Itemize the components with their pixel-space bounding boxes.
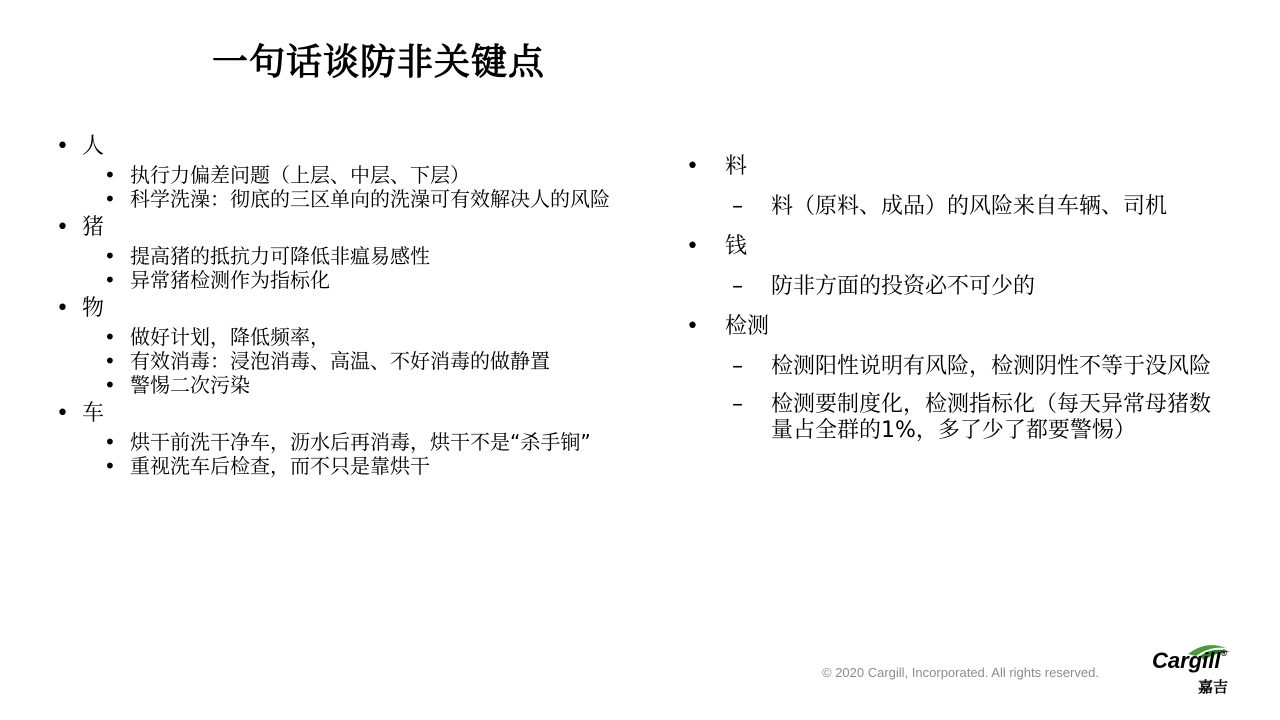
item-text: 防非方面的投资必不可少的 — [771, 274, 1036, 299]
item-text: 警惕二次污染 — [130, 373, 250, 397]
bullet-icon: • — [104, 373, 116, 397]
left-column — [50, 132, 670, 480]
item-text: 有效消毒：浸泡消毒、高温、不好消毒的做静置 — [130, 349, 550, 373]
bullet-icon: • — [104, 454, 116, 478]
bullet-icon: • — [56, 401, 69, 426]
list-item-level2 — [50, 164, 670, 186]
list-item-level1 — [680, 152, 1240, 182]
copyright-footer: © 2020 Cargill, Incorporated. All rights reserved. — [822, 665, 1099, 680]
bullet-icon: • — [104, 349, 116, 373]
section-label: 人 — [82, 134, 105, 159]
list-item-level2 — [680, 354, 1240, 380]
dash-icon: – — [732, 354, 743, 379]
list-item-level2 — [50, 269, 670, 291]
list-item-level2 — [50, 326, 670, 348]
list-item-level2 — [50, 350, 670, 372]
item-text: 检测阳性说明有风险，检测阴性不等于没风险 — [771, 354, 1212, 379]
list-item-level2 — [50, 431, 670, 453]
item-text: 科学洗澡：彻底的三区单向的洗澡可有效解决人的风险 — [130, 187, 610, 211]
section-pig — [50, 213, 670, 291]
logo-chinese-name: 嘉吉 — [1198, 678, 1229, 696]
dash-icon: – — [732, 194, 743, 219]
section-label: 钱 — [725, 234, 748, 259]
dash-icon: – — [732, 274, 743, 299]
bullet-icon: • — [686, 314, 699, 339]
list-item-level2 — [50, 245, 670, 267]
item-text: 做好计划，降低频率， — [130, 325, 330, 349]
list-item-level1 — [680, 232, 1240, 262]
section-label: 车 — [82, 401, 105, 426]
section-vehicle — [50, 399, 670, 477]
item-text: 检测要制度化，检测指标化（每天异常母猪数量占全群的1%，多了少了都要警惕） — [771, 392, 1212, 443]
list-item-level1 — [50, 399, 670, 429]
section-people — [50, 132, 670, 210]
item-text: 执行力偏差问题（上层、中层、下层） — [130, 163, 470, 187]
bullet-icon: • — [104, 163, 116, 187]
list-item-level2 — [680, 194, 1240, 220]
list-item-level2 — [50, 455, 670, 477]
list-item-level2 — [680, 392, 1240, 444]
section-materials — [50, 294, 670, 396]
section-label: 猪 — [82, 215, 105, 240]
cargill-logo — [1148, 640, 1238, 700]
list-item-level1 — [680, 312, 1240, 342]
list-item-level2 — [50, 188, 670, 210]
section-label: 检测 — [725, 314, 770, 339]
list-item-level2 — [50, 374, 670, 396]
list-item-level1 — [50, 132, 670, 162]
section-label: 物 — [82, 296, 105, 321]
list-item-level1 — [50, 213, 670, 243]
section-label: 料 — [725, 154, 748, 179]
bullet-icon: • — [56, 134, 69, 159]
logo-wordmark: Cargill® — [1152, 648, 1228, 673]
bullet-icon: • — [56, 215, 69, 240]
dash-icon: – — [732, 392, 743, 417]
list-item-level1 — [50, 294, 670, 324]
bullet-icon: • — [104, 268, 116, 292]
right-column — [680, 152, 1240, 456]
slide-title: 一句话谈防非关键点 — [212, 42, 546, 83]
list-item-level2 — [680, 274, 1240, 300]
bullet-icon: • — [56, 296, 69, 321]
bullet-icon: • — [104, 244, 116, 268]
bullet-icon: • — [686, 234, 699, 259]
bullet-icon: • — [686, 154, 699, 179]
item-text: 异常猪检测作为指标化 — [130, 268, 330, 292]
bullet-icon: • — [104, 430, 116, 454]
item-text: 重视洗车后检查，而不只是靠烘干 — [130, 454, 430, 478]
item-text: 料（原料、成品）的风险来自车辆、司机 — [771, 194, 1168, 219]
item-text: 提高猪的抵抗力可降低非瘟易感性 — [130, 244, 430, 268]
item-text: 烘干前洗干净车，沥水后再消毒，烘干不是“杀手锏” — [130, 430, 591, 454]
bullet-icon: • — [104, 187, 116, 211]
bullet-icon: • — [104, 325, 116, 349]
